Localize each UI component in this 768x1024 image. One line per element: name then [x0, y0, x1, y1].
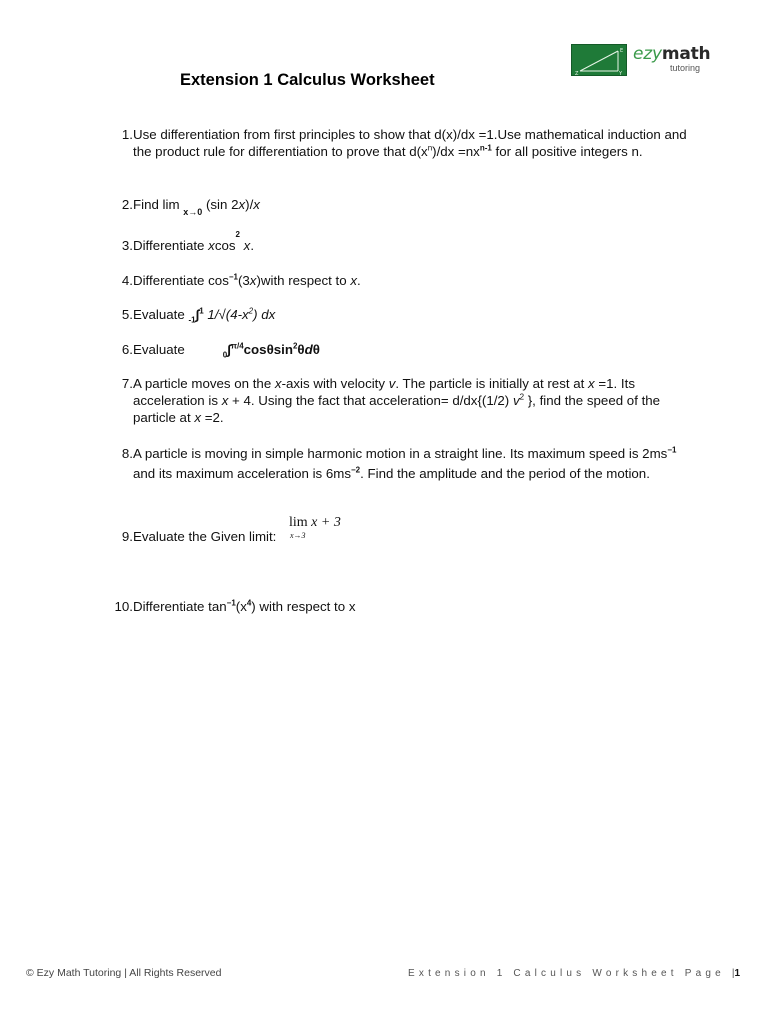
svg-text:E: E [620, 48, 624, 54]
footer-copyright: © Ezy Math Tutoring | All Rights Reserved [26, 967, 222, 979]
question-7-text: A particle moves on the x-axis with velocity v. The particle is initially at rest at x =1. Its acceleration is x + 4. Using the fact that acceleration= d/dx{(1/2) $v^2$ }, find the speed of the particle at x =2. [133, 376, 661, 425]
question-4-text: Differentiate $\cos^{-1}(3x)with$ respect to x. [133, 272, 361, 288]
page-number: 1 [734, 968, 741, 979]
logo-wordmark: ezymath [633, 44, 711, 64]
question-2-text: Find lim $_{x\to 0}$ (sin 2x)/x [133, 197, 260, 217]
footer-page-label: Extension 1 Calculus Worksheet Page |1 [408, 968, 741, 979]
question-1-text: Use differentiation from first principles to show that d(x)/dx =1.Use mathematical induction and the product rule for differentiation to prove that $d(x^n)/dx =nx^{n-1}$ for all positive integers n. [133, 127, 687, 159]
worksheet-title: Extension 1 Calculus Worksheet [180, 71, 435, 89]
question-9-text: Evaluate the Given limit: [133, 529, 277, 544]
ezymath-logo [571, 44, 711, 76]
question-8-text: A particle is moving in simple harmonic motion in a straight line. Its maximum speed is $2ms^{-1}$ and its maximum acceleration is $6ms^{-2}$. Find the amplitude and the period of the motion. [133, 445, 677, 481]
limit-subscript: x→3 [290, 531, 306, 540]
question-5-text: Evaluate $_{-1}$∫$^1$ $1/√(4-x^2)$ dx [133, 306, 276, 325]
chalkboard-icon [571, 44, 627, 76]
svg-text:Y: Y [619, 71, 623, 77]
question-3-text: Differentiate xcos$^2$ x. [133, 229, 255, 253]
question-10-text: Differentiate $\tan^{-1}(x^4)$ with respect to x [133, 598, 356, 614]
limit-expression: lim x + 3 [289, 515, 341, 530]
question-6-text: Evaluate $_0$∫$^{\pi/4}$cosθsin$^2$θdθ [133, 341, 320, 360]
logo-tagline: tutoring [670, 63, 701, 73]
svg-text:Z: Z [575, 71, 579, 77]
